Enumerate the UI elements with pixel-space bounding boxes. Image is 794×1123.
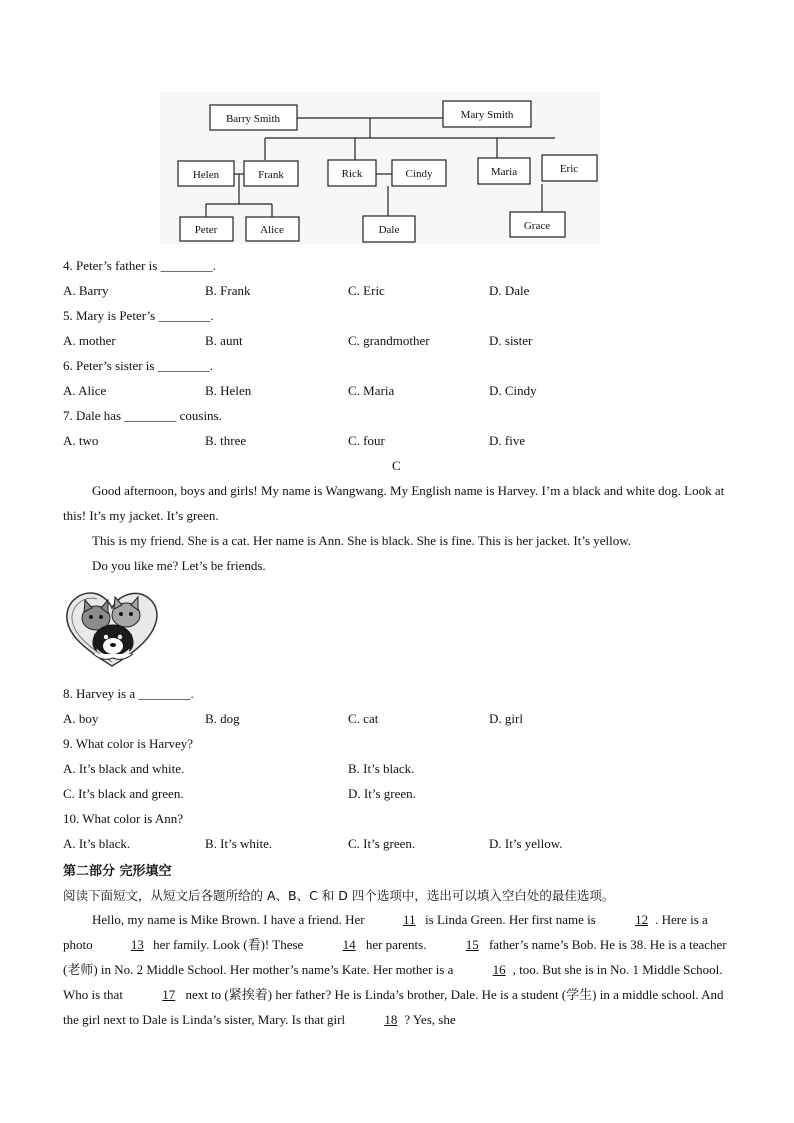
cloze-text: , too. But she is in No. 1 Middle School. Who is that bbox=[63, 962, 723, 1002]
cloze-text: is Linda Green. Her first name is bbox=[421, 912, 600, 927]
q10-option-d: D. It’s yellow. bbox=[489, 836, 563, 851]
q5-option-a: A. mother bbox=[63, 333, 116, 348]
passage-c-paragraph-1: Good afternoon, boys and girls! My name is Wangwang. My English name is Harvey. I’m a black and white dog. Look at this! It’s my jacket. It’s green. bbox=[63, 483, 725, 523]
family-tree-diagram bbox=[160, 92, 600, 244]
q4-option-a: A. Barry bbox=[63, 283, 109, 298]
q6-option-b: B. Helen bbox=[205, 383, 252, 398]
q8-option-b: B. dog bbox=[205, 711, 240, 726]
node-dale: Dale bbox=[378, 224, 400, 236]
node-alice: Alice bbox=[260, 224, 284, 236]
cloze-text: ? Yes, she bbox=[404, 1012, 456, 1027]
cloze-text: . Here is a photo bbox=[63, 912, 708, 952]
cloze-text: father’s name’s Bob. He is 38. He is a teacher (老师) in No. 2 Middle School. Her mother’s name’s Kate. Her mother is a bbox=[63, 937, 727, 977]
question-7: 7. Dale has ________ cousins. bbox=[63, 408, 222, 423]
cloze-blank-18[interactable]: 18 bbox=[384, 1012, 398, 1027]
part-2-heading: 第二部分 完形填空 bbox=[63, 864, 172, 879]
q9-option-d: D. It’s green. bbox=[348, 786, 416, 801]
node-rick: Rick bbox=[341, 168, 363, 180]
q4-option-c: C. Eric bbox=[348, 283, 385, 298]
q4-option-d: D. Dale bbox=[489, 283, 530, 298]
q9-option-c: C. It’s black and green. bbox=[63, 786, 184, 801]
q8-option-c: C. cat bbox=[348, 711, 379, 726]
q6-option-c: C. Maria bbox=[348, 383, 395, 398]
q9-option-a: A. It’s black and white. bbox=[63, 761, 185, 776]
q10-option-a: A. It’s black. bbox=[63, 836, 131, 851]
passage-c-paragraph-2: This is my friend. She is a cat. Her name is Ann. She is black. She is fine. This is her jacket. It’s yellow. bbox=[92, 533, 632, 548]
node-mary: Mary Smith bbox=[460, 109, 514, 121]
cloze-blank-15[interactable]: 15 bbox=[465, 937, 479, 952]
q5-option-d: D. sister bbox=[489, 333, 533, 348]
q4-option-b: B. Frank bbox=[205, 283, 251, 298]
cloze-passage bbox=[63, 907, 733, 1032]
cloze-text: Hello, my name is Mike Brown. I have a friend. Her bbox=[92, 912, 368, 927]
cloze-blank-14[interactable]: 14 bbox=[342, 937, 356, 952]
q6-option-d: D. Cindy bbox=[489, 383, 537, 398]
question-10: 10. What color is Ann? bbox=[63, 811, 183, 826]
q8-option-d: D. girl bbox=[489, 711, 523, 726]
question-5: 5. Mary is Peter’s ________. bbox=[63, 308, 214, 323]
cloze-blank-12[interactable]: 12 bbox=[635, 912, 649, 927]
cat-and-dog-illustration bbox=[63, 588, 161, 670]
node-peter: Peter bbox=[194, 224, 218, 236]
q8-option-a: A. boy bbox=[63, 711, 99, 726]
part-2-instruction: 阅读下面短文，从短文后各题所给的 A、B、C 和 D 四个选项中，选出可以填入空白处的最佳选项。 bbox=[63, 888, 615, 903]
node-maria: Maria bbox=[490, 166, 518, 178]
q10-option-b: B. It’s white. bbox=[205, 836, 273, 851]
cloze-blank-16[interactable]: 16 bbox=[492, 962, 506, 977]
section-c-label: C bbox=[392, 458, 401, 473]
node-eric: Eric bbox=[559, 163, 579, 175]
cloze-blank-13[interactable]: 13 bbox=[130, 937, 144, 952]
node-grace: Grace bbox=[523, 220, 551, 232]
q7-option-c: C. four bbox=[348, 433, 385, 448]
q6-option-a: A. Alice bbox=[63, 383, 107, 398]
node-frank: Frank bbox=[258, 169, 284, 181]
cloze-text: her family. Look (看)! These bbox=[149, 937, 307, 952]
passage-c-paragraph-3: Do you like me? Let’s be friends. bbox=[92, 558, 266, 573]
question-9: 9. What color is Harvey? bbox=[63, 736, 194, 751]
q5-option-c: C. grandmother bbox=[348, 333, 430, 348]
q7-option-a: A. two bbox=[63, 433, 99, 448]
question-8: 8. Harvey is a ________. bbox=[63, 686, 194, 701]
question-4: 4. Peter’s father is ________. bbox=[63, 258, 216, 273]
cloze-text: next to (紧挨着) her father? He is Linda’s brother, Dale. He is a student (学生) in a middle school. And the girl next to Dale is Linda’s sister, Mary. Is that girl bbox=[63, 987, 724, 1027]
q10-option-c: C. It’s green. bbox=[348, 836, 416, 851]
cloze-blank-17[interactable]: 17 bbox=[162, 987, 176, 1002]
q9-option-b: B. It’s black. bbox=[348, 761, 415, 776]
q7-option-d: D. five bbox=[489, 433, 526, 448]
cloze-text: her parents. bbox=[362, 937, 430, 952]
cloze-blank-11[interactable]: 11 bbox=[403, 912, 416, 927]
node-helen: Helen bbox=[192, 169, 220, 181]
q7-option-b: B. three bbox=[205, 433, 247, 448]
q5-option-b: B. aunt bbox=[205, 333, 243, 348]
node-cindy: Cindy bbox=[405, 168, 433, 180]
question-6: 6. Peter’s sister is ________. bbox=[63, 358, 213, 373]
node-barry: Barry Smith bbox=[225, 113, 281, 125]
